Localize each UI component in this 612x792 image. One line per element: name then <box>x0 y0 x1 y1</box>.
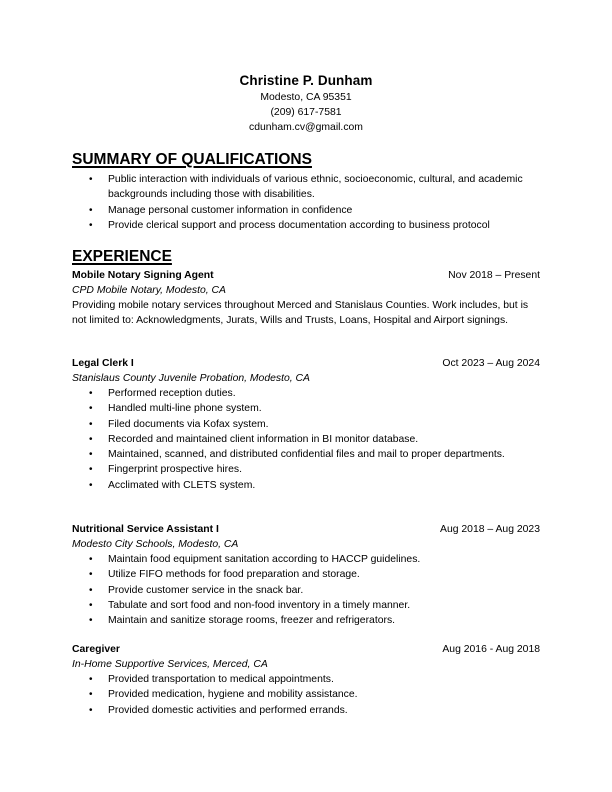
bullet-icon: • <box>89 219 93 231</box>
job-bullet: • Maintain food equipment sanitation according to HACCP guidelines. <box>72 552 552 567</box>
summary-item: • Manage personal customer information in confidence <box>72 203 542 218</box>
phone-number: (209) 617-7581 <box>270 107 342 119</box>
bullet-icon: • <box>89 615 93 627</box>
summary-item: • Provide clerical support and process documentation according to business protocol <box>72 218 542 233</box>
bullet-icon: • <box>89 599 93 611</box>
summary-heading: SUMMARY OF QUALIFICATIONS <box>72 151 312 168</box>
employer: CPD Mobile Notary, Modesto, CA <box>72 285 226 296</box>
job-bullet: • Tabulate and sort food and non-food inventory in a timely manner. <box>72 598 552 613</box>
job-bullet: • Acclimated with CLETS system. <box>72 478 552 493</box>
job-bullet: • Handled multi-line phone system. <box>72 401 552 416</box>
job-bullets <box>72 552 552 628</box>
job-bullet: • Maintain and sanitize storage rooms, freezer and refrigerators. <box>72 613 552 628</box>
bullet-icon: • <box>89 449 93 461</box>
job-header <box>72 268 540 283</box>
job-bullet: • Fingerprint prospective hires. <box>72 462 552 477</box>
job-bullet: • Maintained, scanned, and distributed confidential files and mail to proper departments. <box>72 447 552 462</box>
bullet-icon: • <box>89 704 93 716</box>
job-bullet: • Filed documents via Kofax system. <box>72 417 552 432</box>
bullet-icon: • <box>89 388 93 399</box>
bullet-icon: • <box>89 433 93 445</box>
candidate-name: Christine P. Dunham <box>239 73 373 88</box>
job-bullets <box>72 386 552 493</box>
job-description: Providing mobile notary services throughout Merced and Stanislaus Counties. Work includes, but is not limited to: Acknowledgments, Jurats, Wills and Trusts, Loans, Hospital and Airport signings. <box>72 300 529 327</box>
bullet-icon: • <box>89 418 93 430</box>
employer: Stanislaus County Juvenile Probation, Modesto, CA <box>72 373 310 384</box>
bullet-icon: • <box>89 204 93 216</box>
location: Modesto, CA 95351 <box>260 92 352 103</box>
bullet-icon: • <box>89 584 93 596</box>
job-title: Mobile Notary Signing Agent <box>72 270 214 281</box>
bullet-icon: • <box>89 689 93 701</box>
job-bullet: • Performed reception duties. <box>72 386 552 401</box>
job-dates: Oct 2023 – Aug 2024 <box>442 358 540 369</box>
bullet-icon: • <box>89 479 93 491</box>
bullet-icon: • <box>89 403 93 415</box>
bullet-icon: • <box>89 569 93 581</box>
bullet-icon: • <box>89 554 93 565</box>
job-bullet: • Provided medication, hygiene and mobility assistance. <box>72 687 552 702</box>
job-dates: Aug 2018 – Aug 2023 <box>440 524 540 535</box>
job-header <box>72 522 540 537</box>
summary-list <box>72 172 542 233</box>
bullet-icon: • <box>89 464 93 476</box>
job-bullet: • Provided domestic activities and performed errands. <box>72 703 552 718</box>
employer: In-Home Supportive Services, Merced, CA <box>72 659 268 670</box>
job-title: Legal Clerk I <box>72 358 134 369</box>
summary-item: • Public interaction with individuals of various ethnic, socioeconomic, cultural, and academic backgrounds including those with disabilities. <box>89 174 523 201</box>
job-title: Nutritional Service Assistant I <box>72 524 219 535</box>
job-bullet: • Utilize FIFO methods for food preparation and storage. <box>72 567 552 582</box>
bullet-icon: • <box>89 174 93 185</box>
bullet-icon: • <box>89 674 93 685</box>
employer: Modesto City Schools, Modesto, CA <box>72 539 239 550</box>
email-address: cdunham.cv@gmail.com <box>249 122 363 134</box>
job-header <box>72 356 540 371</box>
contact-header <box>0 72 612 136</box>
job-title: Caregiver <box>72 644 120 655</box>
experience-heading: EXPERIENCE <box>72 248 172 265</box>
job-dates: Nov 2018 – Present <box>448 270 540 281</box>
job-bullet: • Provide customer service in the snack bar. <box>72 583 552 598</box>
job-dates: Aug 2016 - Aug 2018 <box>442 644 540 655</box>
job-bullet: • Provided transportation to medical appointments. <box>72 672 552 687</box>
job-header <box>72 642 540 657</box>
job-bullet: • Recorded and maintained client information in BI monitor database. <box>72 432 552 447</box>
job-bullets <box>72 672 552 718</box>
